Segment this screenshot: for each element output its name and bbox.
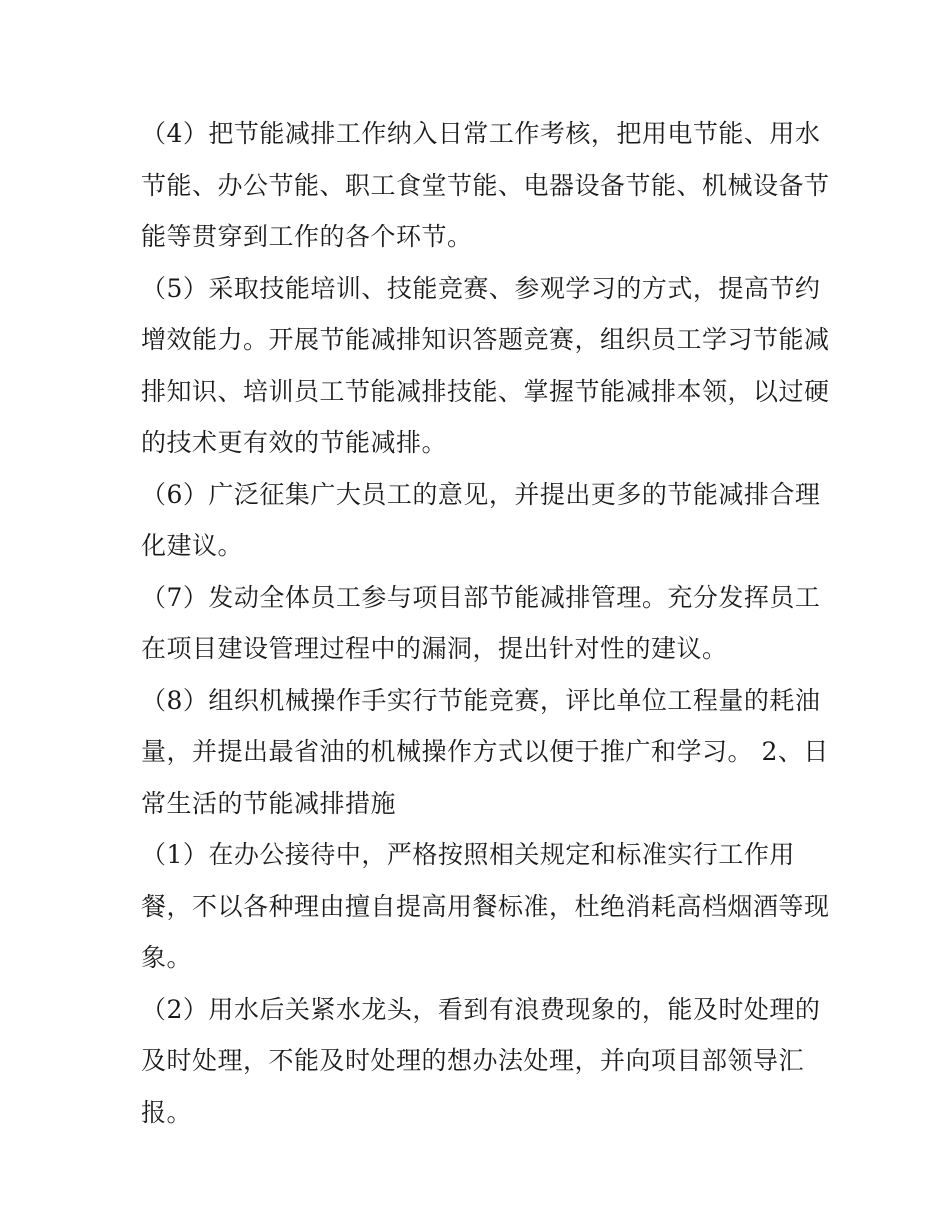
text-line: （6）广泛征集广大员工的意见，并提出更多的节能减排合理 [141,479,821,509]
text-line: 在项目建设管理过程中的漏洞，提出针对性的建议。 [141,634,728,663]
paragraph-6 [141,469,821,572]
text-line: （4）把节能减排工作纳入日常工作考核，把用电节能、用水 [141,119,821,148]
text-line: 能等贯穿到工作的各个环节。 [141,222,473,251]
paragraph-7 [141,572,821,675]
text-line: 报。 [141,1097,193,1127]
text-line: （7）发动全体员工参与项目部节能减排管理。充分发挥员工 [141,582,821,612]
text-line: 化建议。 [141,531,244,560]
text-line: 的技术更有效的节能减排。 [141,428,448,457]
paragraph-8 [141,675,829,830]
text-line: 增效能力。开展节能减排知识答题竞赛，组织员工学习节能减 [141,325,830,354]
text-line: 餐，不以各种理由擅自提高用餐标准，杜绝消耗高档烟酒等现 [141,891,830,921]
text-line: 象。 [141,943,193,972]
text-line: （5）采取技能培训、技能竞赛、参观学习的方式，提高节约 [141,273,821,303]
document-body [141,108,830,1138]
text-line: 及时处理，不能及时处理的想办法处理，并向项目部领导汇 [141,1046,805,1075]
paragraph-4 [141,108,830,263]
text-line: （1）在办公接待中，严格按照相关规定和标准实行工作用 [141,840,795,869]
paragraph-daily-2 [141,984,821,1139]
text-line: 排知识、培训员工节能减排技能、掌握节能减排本领，以过硬 [141,376,830,406]
text-line: （8）组织机械操作手实行节能竞赛，评比单位工程量的耗油 [141,685,821,715]
text-line: （2）用水后关紧水龙头，看到有浪费现象的，能及时处理的 [141,994,821,1024]
paragraph-daily-1 [141,829,830,984]
text-line: 节能、办公节能、职工食堂节能、电器设备节能、机械设备节 [141,170,830,200]
text-line: 量，并提出最省油的机械操作方式以便于推广和学习。 2、日 [141,737,829,766]
paragraph-5 [141,263,830,469]
text-line: 常生活的节能减排措施 [141,788,397,818]
